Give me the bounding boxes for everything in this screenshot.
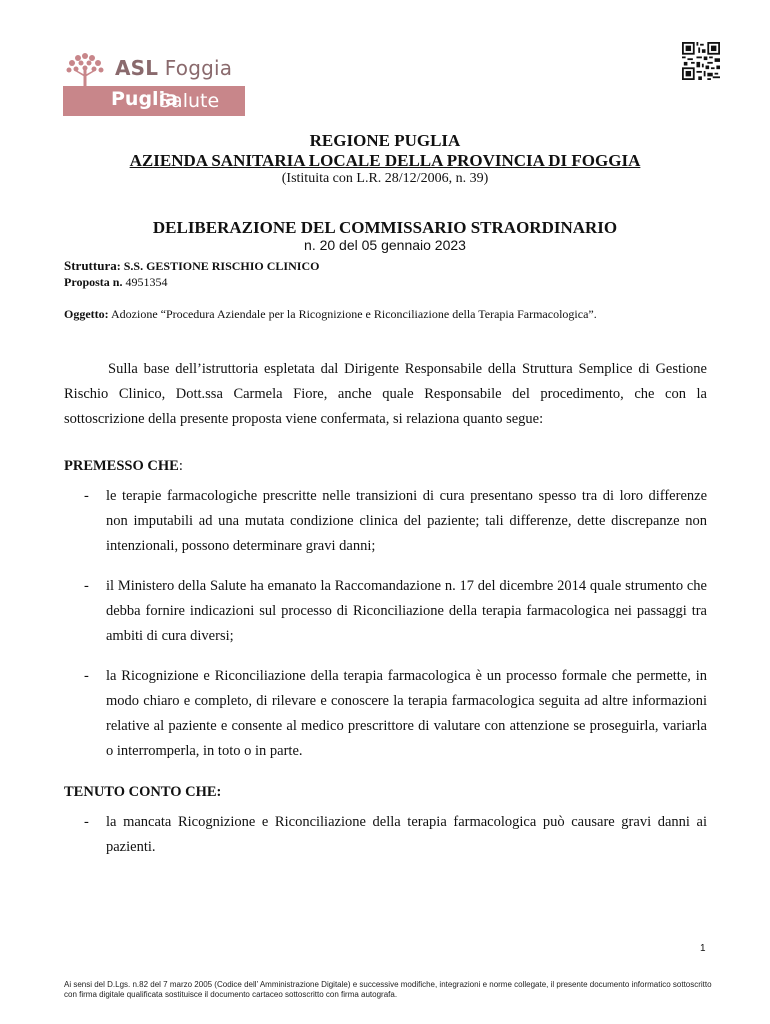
deliberazione-title: DELIBERAZIONE DEL COMMISSARIO STRAORDINARIO <box>152 218 618 237</box>
asl-foggia-logo <box>63 50 245 116</box>
oggetto-line: Oggetto: Adozione “Procedura Aziendale per la Ricognizione e Riconciliazione della Terapia Farmacologica”. <box>64 307 597 321</box>
logo-puglia-salute-bar <box>63 86 245 116</box>
intro-paragraph: Sulla base dell’istruttoria espletata dal Dirigente Responsabile della Struttura Semplice di Gestione Rischio Clinico, Dott.ssa Carmela Fiore, anche quale Responsabile del procedimento, che con la sottoscrizione della presente proposta viene confermata, si relaziona quanto segue: <box>64 361 707 427</box>
azienda-heading: AZIENDA SANITARIA LOCALE DELLA PROVINCIA DI FOGGIA <box>129 151 641 170</box>
list-dash: - <box>84 814 89 830</box>
struttura-line: Struttura: S.S. GESTIONE RISCHIO CLINICO <box>64 258 320 273</box>
region-heading: REGIONE PUGLIA <box>309 131 461 150</box>
qr-code-icon <box>682 42 720 80</box>
premesso-heading: PREMESSO CHE: <box>64 458 183 474</box>
list-dash: - <box>84 488 89 504</box>
logo-puglia-salute-text: Puglia Salute <box>111 88 220 112</box>
page-number: 1 <box>700 943 706 954</box>
tree-icon <box>63 50 107 90</box>
list-dash: - <box>84 668 89 684</box>
deliberazione-number: n. 20 del 05 gennaio 2023 <box>304 237 466 253</box>
proposta-line: Proposta n. 4951354 <box>64 275 168 289</box>
list-item-text: la Ricognizione e Riconciliazione della terapia farmacologica è un processo formale che permette, in modo chiaro e completo, di rilevare e conoscere la terapia farmacologica seguita ad altre informazioni relative al paziente e consente al medico prescrittore di valutare con attenzione se proseguirla, variarla o interromperla, in toto o in parte. <box>106 668 707 759</box>
logo-asl-text: ASL Foggia <box>115 56 233 80</box>
istituita-subheading: (Istituita con L.R. 28/12/2006, n. 39) <box>281 171 489 186</box>
list-dash: - <box>84 578 89 594</box>
tenuto-heading: TENUTO CONTO CHE: <box>64 784 222 800</box>
list-item-text: le terapie farmacologiche prescritte nelle transizioni di cura presentano spesso tra di loro differenze non imputabili ad una mutata condizione clinica del paziente; tali differenze, dette discrepanze non intenzionali, possono determinare gravi danni; <box>106 488 707 554</box>
list-item-text: la mancata Ricognizione e Riconciliazione della terapia farmacologica può causare gravi danni ai pazienti. <box>106 814 707 855</box>
list-item-text: il Ministero della Salute ha emanato la Raccomandazione n. 17 del dicembre 2014 quale strumento che debba fornire indicazioni sul processo di Riconciliazione della terapia farmacologica nei passaggi tra ambiti di cura diversi; <box>106 578 707 644</box>
legal-footer: Ai sensi del D.Lgs. n.82 del 7 marzo 2005 (Codice dell’ Amministrazione Digitale) e successive modifiche, integrazioni e norme collegate, il presente documento informatico sottoscritto con firma digitale qualificata sostituisce il documento cartaceo sottoscritto con firma autografa. <box>64 980 712 999</box>
